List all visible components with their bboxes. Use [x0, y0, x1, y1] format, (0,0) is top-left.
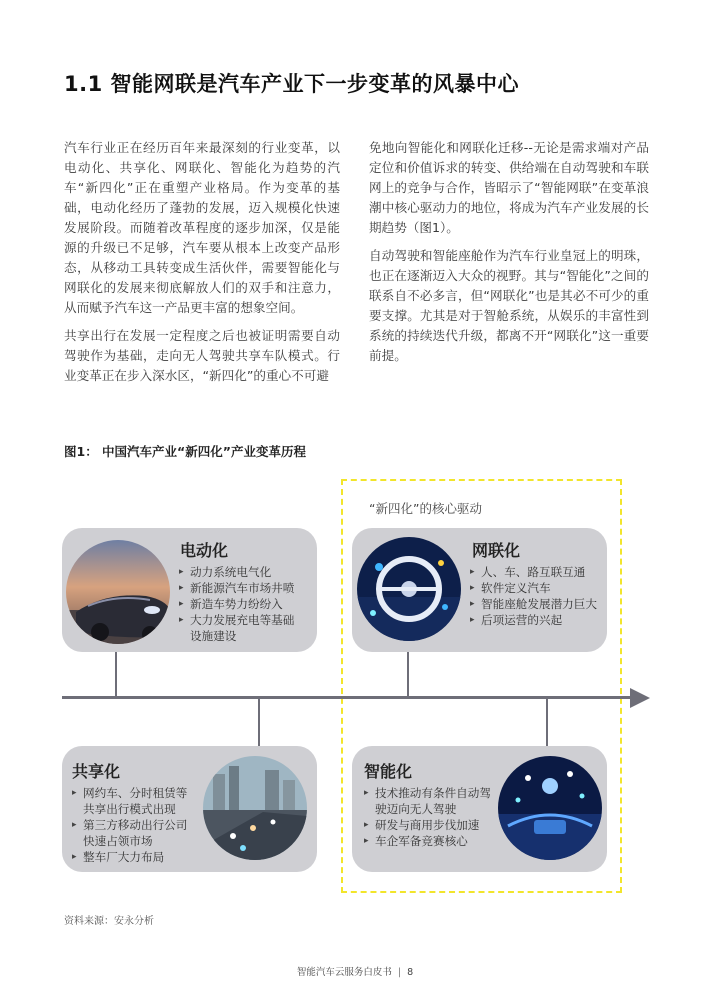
card-title: 共享化 — [72, 762, 121, 781]
timeline-axis — [62, 696, 632, 699]
section-heading: 1.1 智能网联是汽车产业下一步变革的风暴中心 — [64, 72, 520, 96]
list-item: ▸ 大力发展充电等基础设施建设 — [179, 612, 305, 644]
paragraph: 自动驾驶和智能座舱作为汽车行业皇冠上的明珠，也正在逐渐迈入大众的视野。其与“智能化”之间的联系自不必多言，但“网联化”也是其必不可少的重要支撑。尤其是对于智舱系统，从娱乐的丰富性到系统的持续迭代升级，都离不开“网联化”这一重要前提。 — [369, 248, 649, 363]
city-traffic-photo — [203, 756, 307, 860]
bullet-list — [72, 785, 196, 865]
figure-title: 图1： 中国汽车产业“新四化”产业变革历程 — [64, 444, 306, 459]
list-item: ▸ 研发与商用步伐加速 — [364, 817, 492, 833]
list-item: ▸ 智能座舱发展潜力巨大 — [470, 596, 604, 612]
paragraph: 汽车行业正在经历百年来最深刻的行业变革，以电动化、共享化、网联化、智能化为趋势的汽车“新四化”正在重塑产业格局。作为变革的基础，电动化经历了蓬勃的发展，迈入规模化快速发展阶段。而随着改革程度的逐步加深，仅是能源的升级已不足够，汽车要从根本上改变产品形态，从移动工具转变成生活伙伴，需要智能化与网联化的发展来彻底解放人们的双手和注意力，从而赋予汽车这一产品更丰富的想象空间。 — [64, 140, 340, 315]
electric-car-photo — [66, 540, 170, 644]
timeline-arrow-icon — [630, 688, 650, 708]
footer-separator: | — [397, 967, 402, 978]
page-number: 8 — [407, 967, 414, 978]
list-item: ▸ 软件定义汽车 — [470, 580, 604, 596]
list-item: ▸ 动力系统电气化 — [179, 564, 305, 580]
document-title: 智能汽车云服务白皮书 — [296, 967, 392, 978]
bullet-list — [179, 564, 305, 644]
connected-car-photo — [357, 537, 461, 641]
list-item: ▸ 新造车势力纷纷入 — [179, 596, 305, 612]
list-item: ▸ 新能源汽车市场井喷 — [179, 580, 305, 596]
list-item: ▸ 后项运营的兴起 — [470, 612, 604, 628]
list-item: ▸ 网约车、分时租赁等共享出行模式出现 — [72, 785, 196, 817]
bullet-list — [364, 785, 492, 849]
list-item: ▸ 人、车、路互联互通 — [470, 564, 604, 580]
source-note: 资料来源：安永分析 — [64, 916, 154, 927]
card-title: 智能化 — [364, 762, 413, 781]
smart-cockpit-photo — [498, 756, 602, 860]
paragraph: 免地向智能化和网联化迁移--无论是需求端对产品定位和价值诉求的转变、供给端在自动驾驶和车联网上的竞争与合作，皆昭示了“智能网联”在变革浪潮中核心驱动力的地位，将成为汽车产业发展的长期趋势（图1）。 — [369, 140, 649, 235]
list-item: ▸ 第三方移动出行公司快速占领市场 — [72, 817, 196, 849]
body-column-left — [64, 138, 340, 386]
body-column-right — [369, 138, 649, 366]
list-item: ▸ 整车厂大力布局 — [72, 849, 196, 865]
bullet-list — [470, 564, 604, 628]
list-item: ▸ 车企军备竞赛核心 — [364, 833, 492, 849]
list-item: ▸ 技术推动有条件自动驾驶迈向无人驾驶 — [364, 785, 492, 817]
core-driver-label: “新四化”的核心驱动 — [369, 501, 482, 516]
page-footer — [0, 964, 710, 978]
paragraph: 共享出行在发展一定程度之后也被证明需要自动驾驶作为基础，走向无人驾驶共享车队模式。行业变革正在步入深水区，“新四化”的重心不可避 — [64, 328, 340, 383]
card-title: 网联化 — [472, 541, 521, 560]
card-title: 电动化 — [180, 541, 229, 560]
